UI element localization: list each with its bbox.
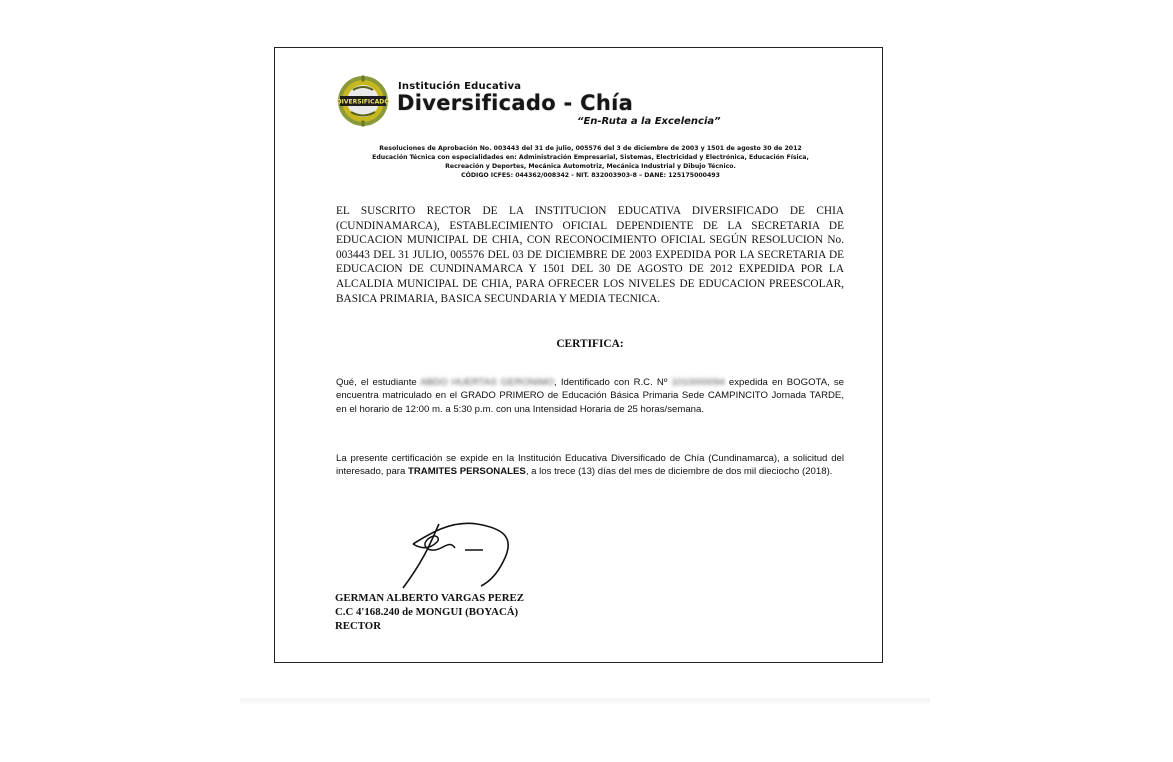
resolution-line: Educación Técnica con especialidades en: Administración Empresarial, Sistemas, Electricidad y Electrónica, Educación Física,	[372, 154, 809, 161]
enrollment-text-id: , Identificado con R.C. Nº	[554, 377, 672, 388]
enrollment-text-rest: expedida en BOGOTA, se encuentra matriculado en el GRADO PRIMERO de Educación Básica Primaria Sede CAMPINCITO Jornada TARDE, en el horario de 12:00 m. a 5:30 p.m. con una Intensidad Horaria de 25 horas/semana.	[336, 377, 845, 415]
issuance-text-end: , a los trece (13) días del mes de diciembre de dos mil dieciocho (2018).	[525, 466, 833, 478]
certificate-page	[274, 47, 883, 663]
intro-paragraph: EL SUSCRITO RECTOR DE LA INSTITUCION EDUCATIVA DIVERSIFICADO DE CHIA (CUNDINAMARCA), ESTABLECIMIENTO OFICIAL DEPENDIENTE DE LA SECRETARIA DE EDUCACION MUNICIPAL DE CHIA, CON RECONOCIMIENTO OFICIAL SEGÚN RESOLUCION No. 003443 DEL 31 JULIO, 005576 DEL 03 DE DICIEMBRE DE 2003 EXPEDIDA POR LA SECRETARIA DE EDUCACION DE CUNDINAMARCA Y 1501 DEL 30 DE AGOSTO DE 2012 EXPEDIDA POR LA ALCALDIA MUNICIPAL DE CHIA, PARA OFRECER LOS NIVELES DE EDUCACION PREESCOLAR, BASICA PRIMARIA, BASICA SECUNDARIA Y MEDIA TECNICA.	[336, 205, 844, 305]
school-seal-icon	[337, 75, 389, 127]
purpose-text: TRAMITES PERSONALES	[408, 466, 526, 478]
seal-text: DIVERSIFICADO	[337, 98, 389, 106]
rector-signature	[393, 518, 533, 590]
student-name-redacted: ABDO HUERTAS GERONIMO	[420, 377, 555, 388]
page-shadow	[240, 698, 930, 704]
enrollment-text-start: Qué, el estudiante	[336, 377, 421, 388]
signer-name: GERMAN ALBERTO VARGAS PEREZ	[335, 592, 524, 604]
student-id-redacted: 1010000094	[671, 377, 725, 388]
resolution-line: Resoluciones de Aprobación No. 003443 del 31 de julio, 005576 del 3 de diciembre de 2003 y 1501 de agosto 30 de 2012	[379, 145, 802, 152]
institution-slogan: “En-Ruta a la Excelencia”	[577, 116, 721, 127]
resolution-line: CÓDIGO ICFES: 044362/008342 - NIT. 832003903-8 – DANE: 125175000493	[461, 172, 720, 179]
letterhead	[337, 75, 733, 129]
institution-label: Institución Educativa	[398, 81, 522, 92]
signer-title: RECTOR	[335, 620, 381, 632]
resolutions-block	[337, 144, 844, 180]
signer-id: C.C 4'168.240 de MONGUI (BOYACÁ)	[335, 606, 519, 618]
issuance-paragraph	[336, 452, 844, 479]
certifica-heading: CERTIFICA:	[556, 338, 624, 350]
institution-name: Diversificado - Chía	[397, 91, 634, 115]
resolution-line: Recreación y Deportes, Mecánica Automotriz, Mecánica Industrial y Dibujo Técnico.	[445, 163, 736, 170]
enrollment-paragraph	[336, 376, 844, 416]
issuance-text-start: La presente certificación se expide en la Institución Educativa Diversificado de Chía (Cundinamarca), a solicitud del interesado, para	[336, 453, 844, 478]
signer-block	[335, 591, 524, 633]
